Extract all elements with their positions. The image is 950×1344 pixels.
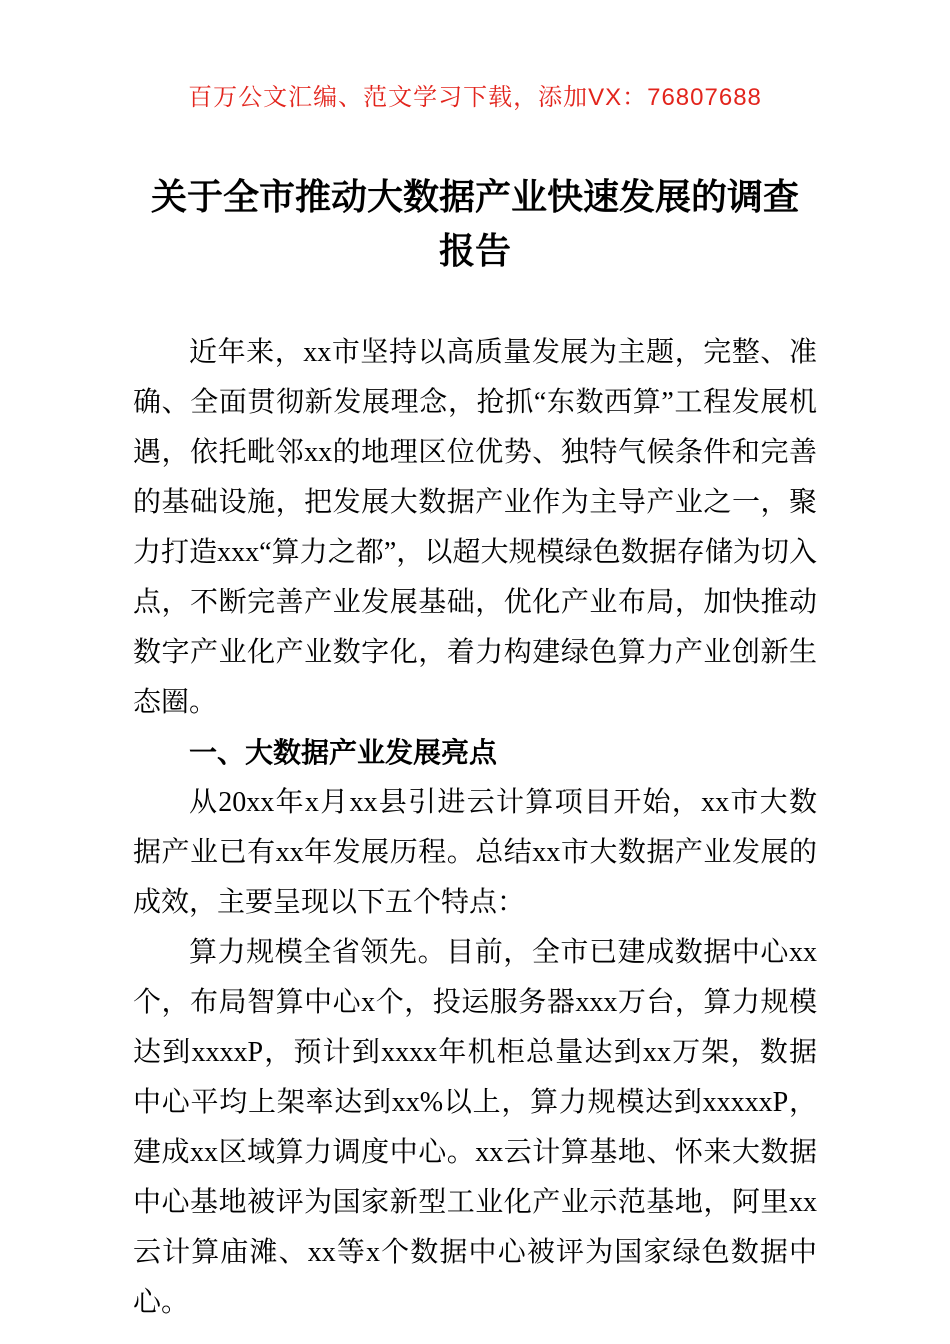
promo-banner: 百万公文汇编、范文学习下载，添加VX：76807688 — [188, 84, 762, 111]
paragraph: 近年来，xx市坚持以高质量发展为主题，完整、准确、全面贯彻新发展理念，抢抓“东数西算”工程发展机遇，依托毗邻xx的地理区位优势、独特气候条件和完善的基础设施，把发展大数据产业作为主导产业之一，聚力打造xxx“算力之都”，以超大规模绿色数据存储为切入点，不断完善产业发展基础，优化产业布局，加快推动数字产业化产业数字化，着力构建绿色算力产业创新生态圈。 — [133, 337, 817, 718]
paragraph: 从20xx年x月xx县引进云计算项目开始，xx市大数据产业已有xx年发展历程。总结xx市大数据产业发展的成效，主要呈现以下五个特点： — [133, 787, 817, 918]
document-title: 关于全市推动大数据产业快速发展的调查报告 — [150, 177, 799, 271]
section-heading: 一、大数据产业发展亮点 — [189, 737, 498, 768]
paragraph: 算力规模全省领先。目前，全市已建成数据中心xx个，布局智算中心x个，投运服务器xxx万台，算力规模达到xxxxP，预计到xxxx年机柜总量达到xx万架，数据中心平均上架率达到xx%以上，算力规模达到xxxxxP，建成xx区域算力调度中心。xx云计算基地、怀来大数据中心基地被评为国家新型工业化产业示范基地，阿里xx云计算庙滩、xx等x个数据中心被评为国家绿色数据中心。 — [133, 937, 817, 1318]
document-body — [133, 328, 817, 1328]
